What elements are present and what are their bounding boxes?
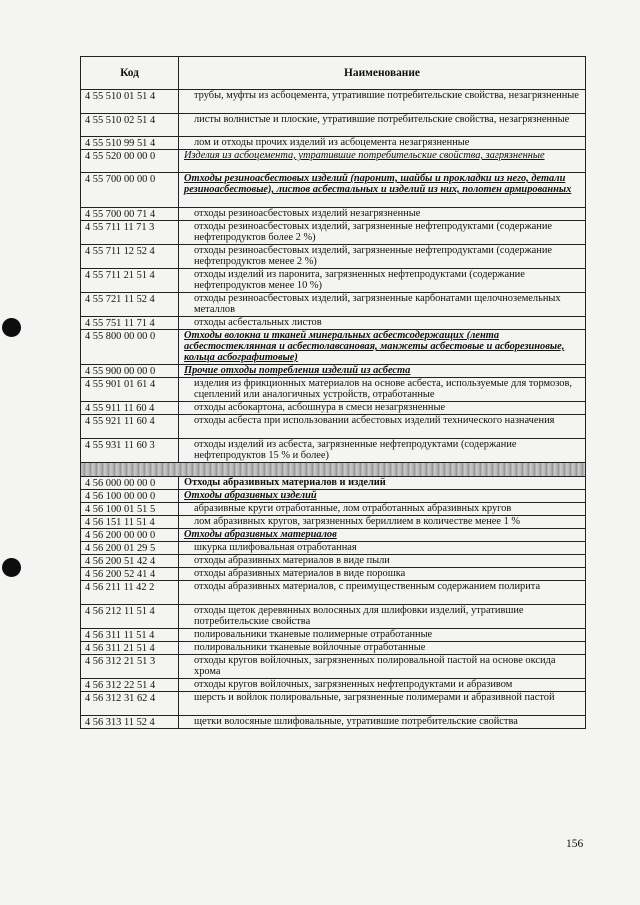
table-row <box>81 490 586 503</box>
waste-code-cell: 4 55 900 00 00 0 <box>81 365 179 378</box>
waste-name-text: отходы абразивных материалов в виде порошка <box>194 568 406 579</box>
waste-code-cell: 4 55 510 99 51 4 <box>81 137 179 150</box>
waste-name-cell <box>179 439 586 463</box>
waste-name-cell <box>179 365 586 378</box>
waste-code-cell: 4 56 100 00 00 0 <box>81 490 179 503</box>
waste-code-cell: 4 56 311 11 51 4 <box>81 629 179 642</box>
waste-name-text: Отходы абразивных материалов <box>184 529 337 540</box>
waste-name-cell <box>179 269 586 293</box>
punch-hole <box>2 558 21 577</box>
table-row <box>81 137 586 150</box>
waste-name-text: изделия из фрикционных материалов на основе асбеста, используемые для тормозов, сцеплений или аналогичных устройств, отработанные <box>194 378 572 400</box>
table-row <box>81 293 586 317</box>
section-separator-row <box>81 463 586 477</box>
waste-name-cell <box>179 503 586 516</box>
waste-code-cell: 4 56 200 51 42 4 <box>81 555 179 568</box>
waste-name-cell <box>179 555 586 568</box>
waste-name-cell <box>179 568 586 581</box>
table-row <box>81 269 586 293</box>
waste-name-cell <box>179 516 586 529</box>
waste-name-cell <box>179 221 586 245</box>
waste-name-text: отходы асбестальных листов <box>194 317 322 328</box>
waste-name-cell <box>179 716 586 729</box>
table-row <box>81 581 586 605</box>
waste-name-text: отходы абразивных материалов, с преимущественным содержанием полирита <box>194 581 541 592</box>
waste-name-text: Отходы резиноасбестовых изделий (паронит, шайбы и прокладки из него, детали резиноасбестовые), листов асбестальных и изделий из них, полотен армированных <box>184 173 572 195</box>
waste-name-cell <box>179 642 586 655</box>
table-row <box>81 503 586 516</box>
waste-name-cell <box>179 378 586 402</box>
waste-name-text: Изделия из асбоцемента, утратившие потребительские свойства, загрязненные <box>184 150 545 161</box>
waste-name-text: листы волнистые и плоские, утратившие потребительские свойства, незагрязненные <box>194 114 570 125</box>
waste-name-cell <box>179 605 586 629</box>
waste-code-cell: 4 56 312 31 62 4 <box>81 692 179 716</box>
waste-name-text: шкурка шлифовальная отработанная <box>194 542 357 553</box>
waste-name-cell <box>179 317 586 330</box>
waste-name-text: лом и отходы прочих изделий из асбоцемента незагрязненные <box>194 137 470 148</box>
table-row <box>81 568 586 581</box>
waste-name-text: отходы щеток деревянных волосяных для шлифовки изделий, утратившие потребительские свойства <box>194 605 524 627</box>
waste-code-cell: 4 56 211 11 42 2 <box>81 581 179 605</box>
waste-name-cell <box>179 208 586 221</box>
waste-name-cell <box>179 293 586 317</box>
table-row <box>81 378 586 402</box>
waste-name-cell <box>179 629 586 642</box>
waste-name-cell <box>179 477 586 490</box>
waste-name-text: отходы изделий из паронита, загрязненных нефтепродуктами (содержание нефтепродуктов менее 10 %) <box>194 269 525 291</box>
separator-band <box>81 463 586 477</box>
table-row <box>81 330 586 365</box>
waste-name-cell <box>179 692 586 716</box>
waste-name-text: трубы, муфты из асбоцемента, утратившие потребительские свойства, незагрязненные <box>194 90 579 101</box>
waste-name-text: отходы кругов войлочных, загрязненных нефтепродуктами и абразивом <box>194 679 513 690</box>
waste-code-cell: 4 55 751 11 71 4 <box>81 317 179 330</box>
waste-name-cell <box>179 542 586 555</box>
waste-code-cell: 4 55 711 11 71 3 <box>81 221 179 245</box>
code-column-header: Код <box>81 57 179 90</box>
waste-name-text: Отходы абразивных изделий <box>184 490 317 501</box>
waste-code-cell: 4 55 921 11 60 4 <box>81 415 179 439</box>
waste-name-cell <box>179 150 586 173</box>
table-row <box>81 402 586 415</box>
table-row <box>81 208 586 221</box>
table-row <box>81 716 586 729</box>
waste-name-text: Прочие отходы потребления изделий из асбеста <box>184 365 411 376</box>
table-row <box>81 655 586 679</box>
punch-hole <box>2 318 21 337</box>
table-row <box>81 605 586 629</box>
waste-code-cell: 4 55 911 11 60 4 <box>81 402 179 415</box>
table-row <box>81 173 586 208</box>
table-row <box>81 114 586 137</box>
waste-name-text: отходы резиноасбестовых изделий, загрязненные нефтепродуктами (содержание нефтепродуктов более 2 %) <box>194 221 553 243</box>
table-row <box>81 90 586 114</box>
waste-name-text: отходы резиноасбестовых изделий, загрязненные нефтепродуктами (содержание нефтепродуктов менее 2 %) <box>194 245 553 267</box>
waste-name-text: шерсть и войлок полировальные, загрязненные полимерами и абразивной пастой <box>194 692 555 703</box>
table-row <box>81 477 586 490</box>
waste-name-cell <box>179 137 586 150</box>
waste-code-cell: 4 56 100 01 51 5 <box>81 503 179 516</box>
waste-name-cell <box>179 402 586 415</box>
table-row <box>81 642 586 655</box>
waste-name-cell <box>179 90 586 114</box>
waste-name-text: Отходы волокна и тканей минеральных асбестсодержащих (лента асбестостеклянная и асбестолавсановая, манжеты асбестовые и асборезиновые, кольца асбографитовые) <box>184 330 565 363</box>
waste-name-text: щетки волосяные шлифовальные, утратившие потребительские свойства <box>194 716 518 727</box>
waste-name-text: отходы кругов войлочных, загрязненных полировальной пастой на основе оксида хрома <box>194 655 556 677</box>
waste-code-cell: 4 56 151 11 51 4 <box>81 516 179 529</box>
table-row <box>81 542 586 555</box>
table-row <box>81 439 586 463</box>
waste-code-cell: 4 56 212 11 51 4 <box>81 605 179 629</box>
waste-name-cell <box>179 655 586 679</box>
waste-name-text: отходы асбеста при использовании асбестовых изделий технического назначения <box>194 415 555 426</box>
table-row <box>81 529 586 542</box>
waste-name-text: полировальники тканевые полимерные отработанные <box>194 629 433 640</box>
waste-name-cell <box>179 581 586 605</box>
waste-name-cell <box>179 173 586 208</box>
waste-code-cell: 4 56 313 11 52 4 <box>81 716 179 729</box>
name-column-header: Наименование <box>179 57 586 90</box>
table-row <box>81 365 586 378</box>
table-row <box>81 245 586 269</box>
waste-name-text: лом абразивных кругов, загрязненных бериллием в количестве менее 1 % <box>194 516 521 527</box>
waste-code-cell: 4 56 312 21 51 3 <box>81 655 179 679</box>
waste-name-cell <box>179 490 586 503</box>
waste-code-cell: 4 56 200 00 00 0 <box>81 529 179 542</box>
waste-code-cell: 4 55 721 11 52 4 <box>81 293 179 317</box>
waste-name-text: абразивные круги отработанные, лом отработанных абразивных кругов <box>194 503 512 514</box>
table-header-row <box>81 57 586 90</box>
waste-name-text: отходы абразивных материалов в виде пыли <box>194 555 390 566</box>
waste-code-cell: 4 55 901 01 61 4 <box>81 378 179 402</box>
table-row <box>81 629 586 642</box>
table-row <box>81 150 586 173</box>
waste-code-cell: 4 56 200 52 41 4 <box>81 568 179 581</box>
waste-name-text: отходы изделий из асбеста, загрязненные нефтепродуктами (содержание нефтепродуктов 15 % и более) <box>194 439 517 461</box>
waste-code-cell: 4 56 000 00 00 0 <box>81 477 179 490</box>
waste-code-cell: 4 55 700 00 71 4 <box>81 208 179 221</box>
waste-code-cell: 4 55 800 00 00 0 <box>81 330 179 365</box>
waste-code-cell: 4 56 311 21 51 4 <box>81 642 179 655</box>
waste-code-cell: 4 55 711 21 51 4 <box>81 269 179 293</box>
waste-code-cell: 4 55 520 00 00 0 <box>81 150 179 173</box>
waste-name-text: отходы асбокартона, асбошнура в смеси незагрязненные <box>194 402 446 413</box>
table-row <box>81 221 586 245</box>
table-row <box>81 516 586 529</box>
table-row <box>81 415 586 439</box>
table-row <box>81 555 586 568</box>
table-body <box>81 90 586 729</box>
page-number: 156 <box>566 838 584 850</box>
table-row <box>81 692 586 716</box>
waste-name-cell <box>179 415 586 439</box>
waste-code-cell: 4 55 700 00 00 0 <box>81 173 179 208</box>
waste-code-cell: 4 55 510 02 51 4 <box>81 114 179 137</box>
waste-name-text: Отходы абразивных материалов и изделий <box>184 477 386 488</box>
waste-code-cell: 4 56 312 22 51 4 <box>81 679 179 692</box>
waste-name-text: отходы резиноасбестовых изделий незагрязненные <box>194 208 421 219</box>
table-row <box>81 679 586 692</box>
table-row <box>81 317 586 330</box>
waste-name-cell <box>179 245 586 269</box>
waste-name-cell <box>179 330 586 365</box>
waste-code-cell: 4 55 931 11 60 3 <box>81 439 179 463</box>
waste-code-cell: 4 55 510 01 51 4 <box>81 90 179 114</box>
waste-code-cell: 4 55 711 12 52 4 <box>81 245 179 269</box>
waste-name-cell <box>179 114 586 137</box>
waste-name-cell <box>179 529 586 542</box>
waste-classification-table <box>80 56 586 729</box>
waste-code-cell: 4 56 200 01 29 5 <box>81 542 179 555</box>
waste-name-cell <box>179 679 586 692</box>
waste-name-text: полировальники тканевые войлочные отработанные <box>194 642 426 653</box>
waste-name-text: отходы резиноасбестовых изделий, загрязненные карбонатами щелочноземельных металлов <box>194 293 561 315</box>
